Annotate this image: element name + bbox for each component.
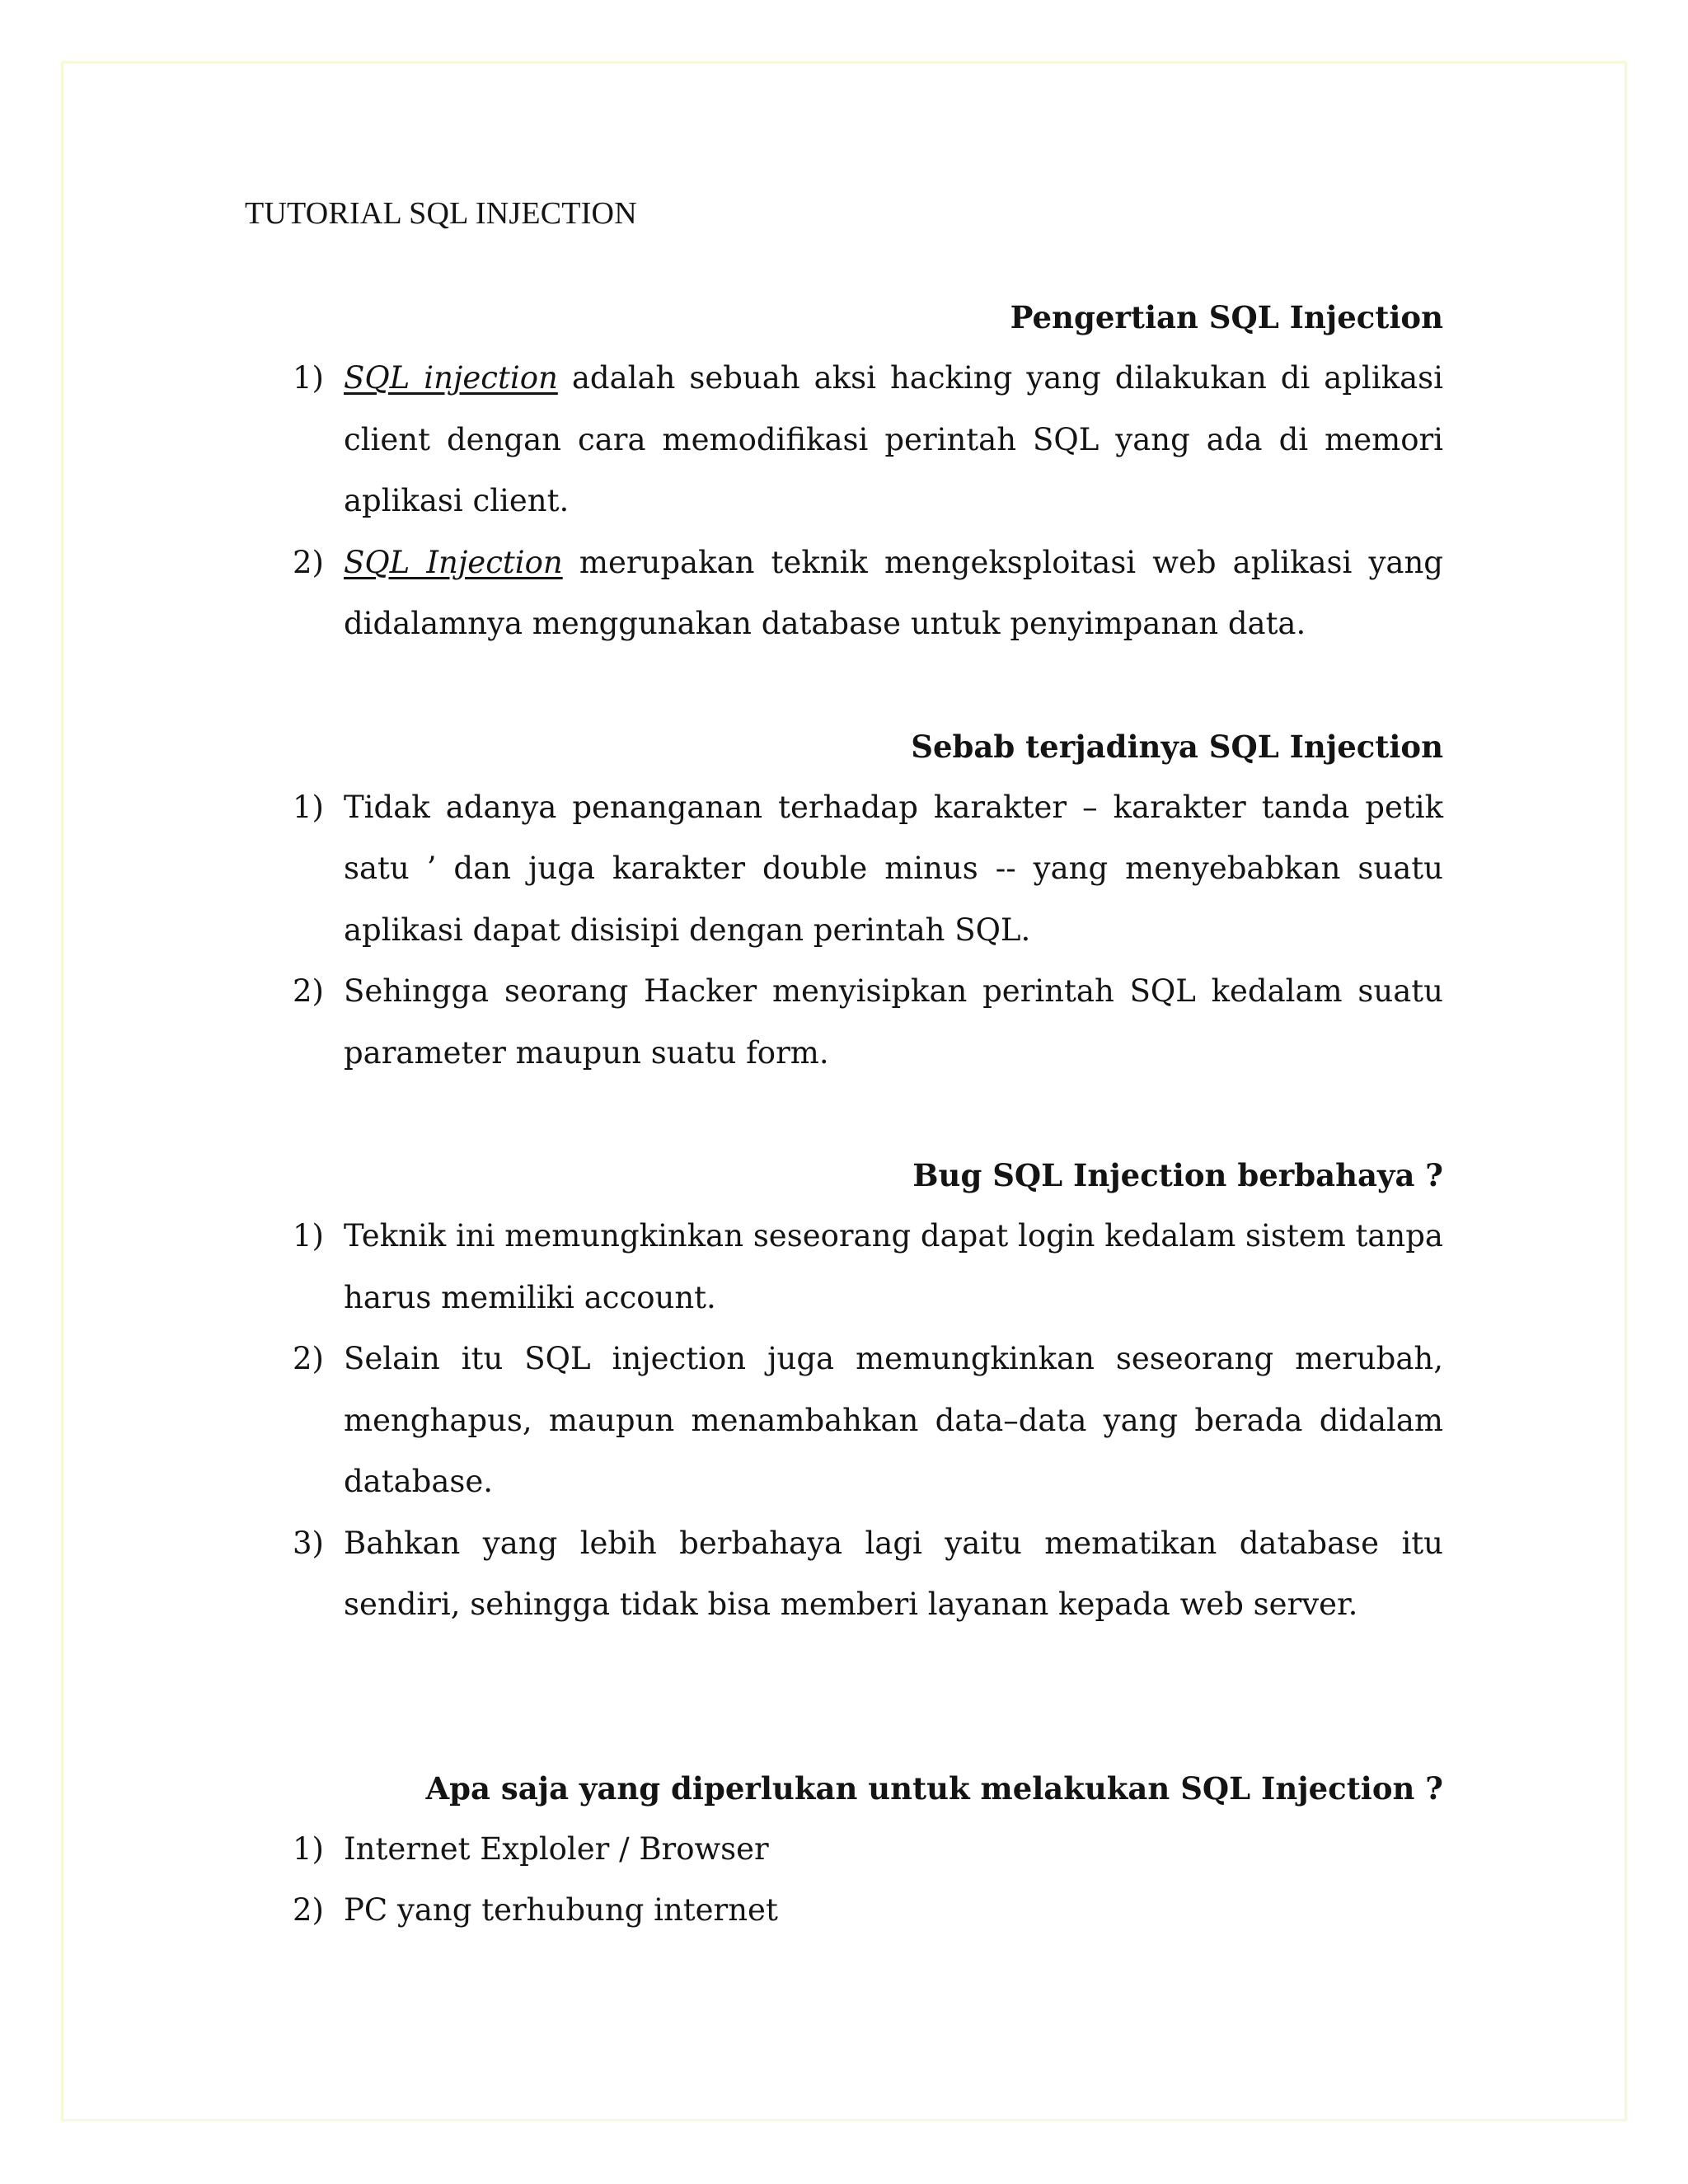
list-item xyxy=(293,1880,1443,1942)
section-heading: Apa saja yang diperlukan untuk melakukan SQL Injection ? xyxy=(425,1769,1443,1807)
list-item xyxy=(293,1819,1443,1881)
item-text: Selain itu SQL injection juga memungkinkan seseorang merubah, menghapus, maupun menambahkan data–data yang berada didalam database. xyxy=(344,1341,1443,1499)
item-list xyxy=(293,1206,1443,1636)
section-pengertian xyxy=(293,287,1443,655)
item-list xyxy=(293,777,1443,1085)
section-bug xyxy=(293,1145,1443,1636)
item-number: 1) xyxy=(293,1830,324,1867)
item-text: PC yang terhubung internet xyxy=(344,1892,778,1928)
item-text: merupakan teknik mengeksploitasi web aplikasi yang didalamnya menggunakan database untuk penyimpanan data. xyxy=(344,544,1443,641)
item-text: Sehingga seorang Hacker menyisipkan perintah SQL kedalam suatu parameter maupun suatu form. xyxy=(344,973,1443,1071)
list-item xyxy=(293,532,1443,655)
list-item xyxy=(293,777,1443,962)
section-kebutuhan xyxy=(293,1758,1443,1942)
document-body xyxy=(293,287,1443,1942)
document-title: TUTORIAL SQL INJECTION xyxy=(245,196,637,231)
section-spacer xyxy=(293,655,1443,716)
list-item xyxy=(293,1513,1443,1636)
item-text: adalah sebuah aksi hacking yang dilakukan di aplikasi client dengan cara memodifikasi perintah SQL yang ada di memori aplikasi client. xyxy=(344,360,1444,518)
list-item xyxy=(293,961,1443,1084)
section-spacer xyxy=(293,1636,1443,1758)
item-number: 2) xyxy=(293,973,324,1009)
item-text: Teknik ini memungkinkan seseorang dapat login kedalam sistem tanpa harus memiliki account. xyxy=(344,1218,1443,1315)
item-list xyxy=(293,1819,1443,1942)
list-item xyxy=(293,1206,1443,1329)
section-heading: Sebab terjadinya SQL Injection xyxy=(911,728,1443,765)
list-item xyxy=(293,1329,1443,1513)
section-sebab xyxy=(293,716,1443,1085)
item-text: Internet Exploler / Browser xyxy=(344,1830,769,1867)
list-item xyxy=(293,348,1443,532)
item-text: Bahkan yang lebih berbahaya lagi yaitu mematikan database itu sendiri, sehingga tidak bisa memberi layanan kepada web server. xyxy=(344,1525,1443,1622)
item-number: 2) xyxy=(293,544,324,580)
item-term: SQL Injection xyxy=(344,544,563,580)
item-number: 1) xyxy=(293,789,324,825)
section-heading: Bug SQL Injection berbahaya ? xyxy=(912,1157,1443,1193)
item-number: 2) xyxy=(293,1341,324,1376)
item-term: SQL injection xyxy=(344,360,558,396)
item-number: 1) xyxy=(293,1218,324,1254)
item-number: 1) xyxy=(293,360,324,396)
item-list xyxy=(293,348,1443,655)
section-heading: Pengertian SQL Injection xyxy=(1010,299,1443,335)
item-number: 2) xyxy=(293,1892,324,1928)
section-spacer xyxy=(293,1084,1443,1145)
item-number: 3) xyxy=(293,1525,324,1561)
item-text: Tidak adanya penanganan terhadap karakter – karakter tanda petik satu ’ dan juga karakter double minus -- yang menyebabkan suatu aplikasi dapat disisipi dengan perintah SQL. xyxy=(344,789,1443,948)
